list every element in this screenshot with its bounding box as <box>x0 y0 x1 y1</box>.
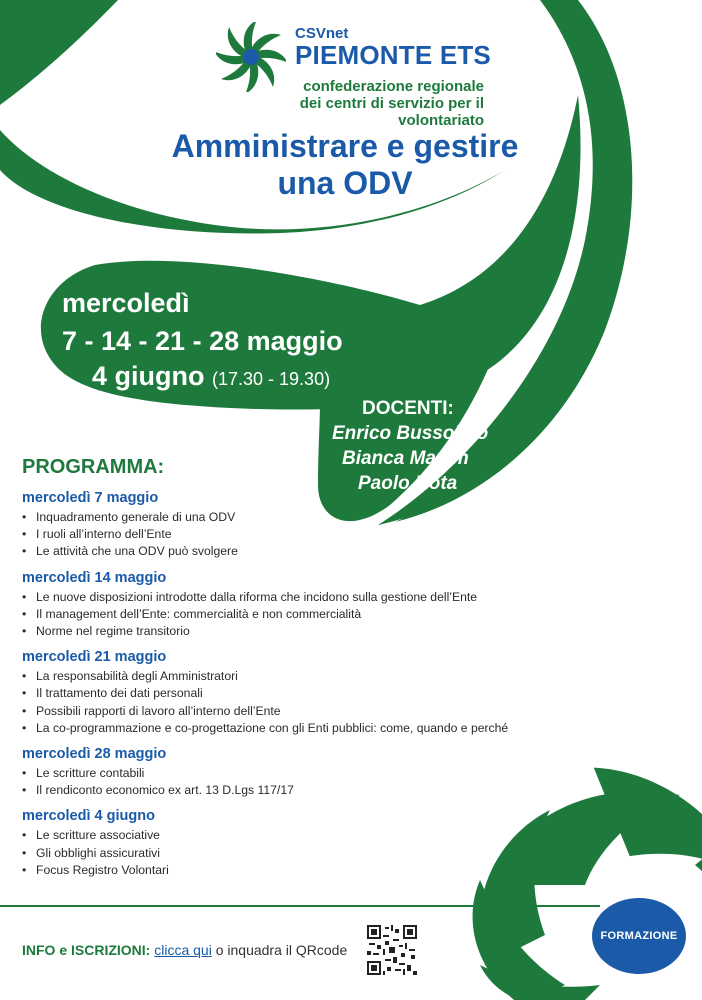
session <box>22 649 562 737</box>
schedule-day: mercoledì <box>62 288 190 318</box>
session-date: mercoledì 14 maggio <box>22 569 167 586</box>
session-date: mercoledì 7 maggio <box>22 490 159 506</box>
session-item: • Gli obblighi assicurativi <box>22 845 562 862</box>
session-item: • Possibili rapporti di lavoro all’interno dell’Ente <box>22 703 562 720</box>
footer-divider <box>0 905 600 907</box>
session <box>22 570 562 641</box>
session-date: mercoledì 4 giugno <box>22 808 155 825</box>
brand-subtitle-line2: dei centri di servizio per il volontariato <box>299 95 484 129</box>
session-item: • Inquadramento generale di una ODV <box>22 509 562 526</box>
session-item: • Il trattamento dei dati personali <box>22 685 562 702</box>
session-item: • La co-programmazione e co-progettazione con gli Enti pubblici: come, quando e perché <box>22 720 562 737</box>
page-title <box>130 128 560 202</box>
schedule-dates: 7 - 14 - 21 - 28 maggio <box>62 326 343 356</box>
session <box>22 808 562 879</box>
session-item: • Norme nel regime transitorio <box>22 623 562 640</box>
teacher-name: Paolo Rota <box>358 473 458 494</box>
qr-code-icon[interactable] <box>367 925 417 975</box>
info-line <box>22 942 347 958</box>
schedule-time: (17.30 - 19.30) <box>212 369 331 389</box>
title-line2: una ODV <box>277 165 413 201</box>
session-item: • Le scritture associative <box>22 827 562 844</box>
session-item: • La responsabilità degli Amministratori <box>22 668 562 685</box>
info-after-link: o inquadra il QRcode <box>215 942 348 958</box>
register-link[interactable]: clicca qui <box>154 942 212 958</box>
teacher-name: Enrico Bussolino <box>332 423 489 444</box>
formazione-badge: FORMAZIONE <box>592 898 686 974</box>
session <box>22 746 562 799</box>
brand-name: PIEMONTE ETS <box>295 40 491 70</box>
session-item: • I ruoli all’interno dell’Ente <box>22 526 562 543</box>
last-date-text: 4 giugno <box>92 361 205 391</box>
session <box>22 490 562 561</box>
session-item: • Le nuove disposizioni introdotte dalla riforma che incidono sulla gestione dell’Ente <box>22 589 562 606</box>
info-label: INFO e ISCRIZIONI: <box>22 942 151 958</box>
session-item: • Il rendiconto economico ex art. 13 D.Lgs 117/17 <box>22 782 562 799</box>
programma-heading: PROGRAMMA: <box>22 456 165 478</box>
title-line1: Amministrare e gestire <box>171 128 519 164</box>
brand-subtitle-line1: confederazione regionale <box>303 78 484 95</box>
schedule-last-date <box>92 361 330 392</box>
session-item: • Il management dell’Ente: commercialità e non commercialità <box>22 606 562 623</box>
docenti-heading: DOCENTI: <box>362 398 454 419</box>
session-date: mercoledì 28 maggio <box>22 746 167 763</box>
programma-list <box>22 490 562 888</box>
brand-subtitle <box>216 78 484 129</box>
session-item: • Le attività che una ODV può svolgere <box>22 543 562 560</box>
brand-small: CSVnet <box>295 25 349 42</box>
session-item: • Focus Registro Volontari <box>22 862 562 879</box>
teacher-name: Bianca Maxim <box>342 448 469 469</box>
session-item: • Le scritture contabili <box>22 765 562 782</box>
session-date: mercoledì 21 maggio <box>22 649 167 666</box>
